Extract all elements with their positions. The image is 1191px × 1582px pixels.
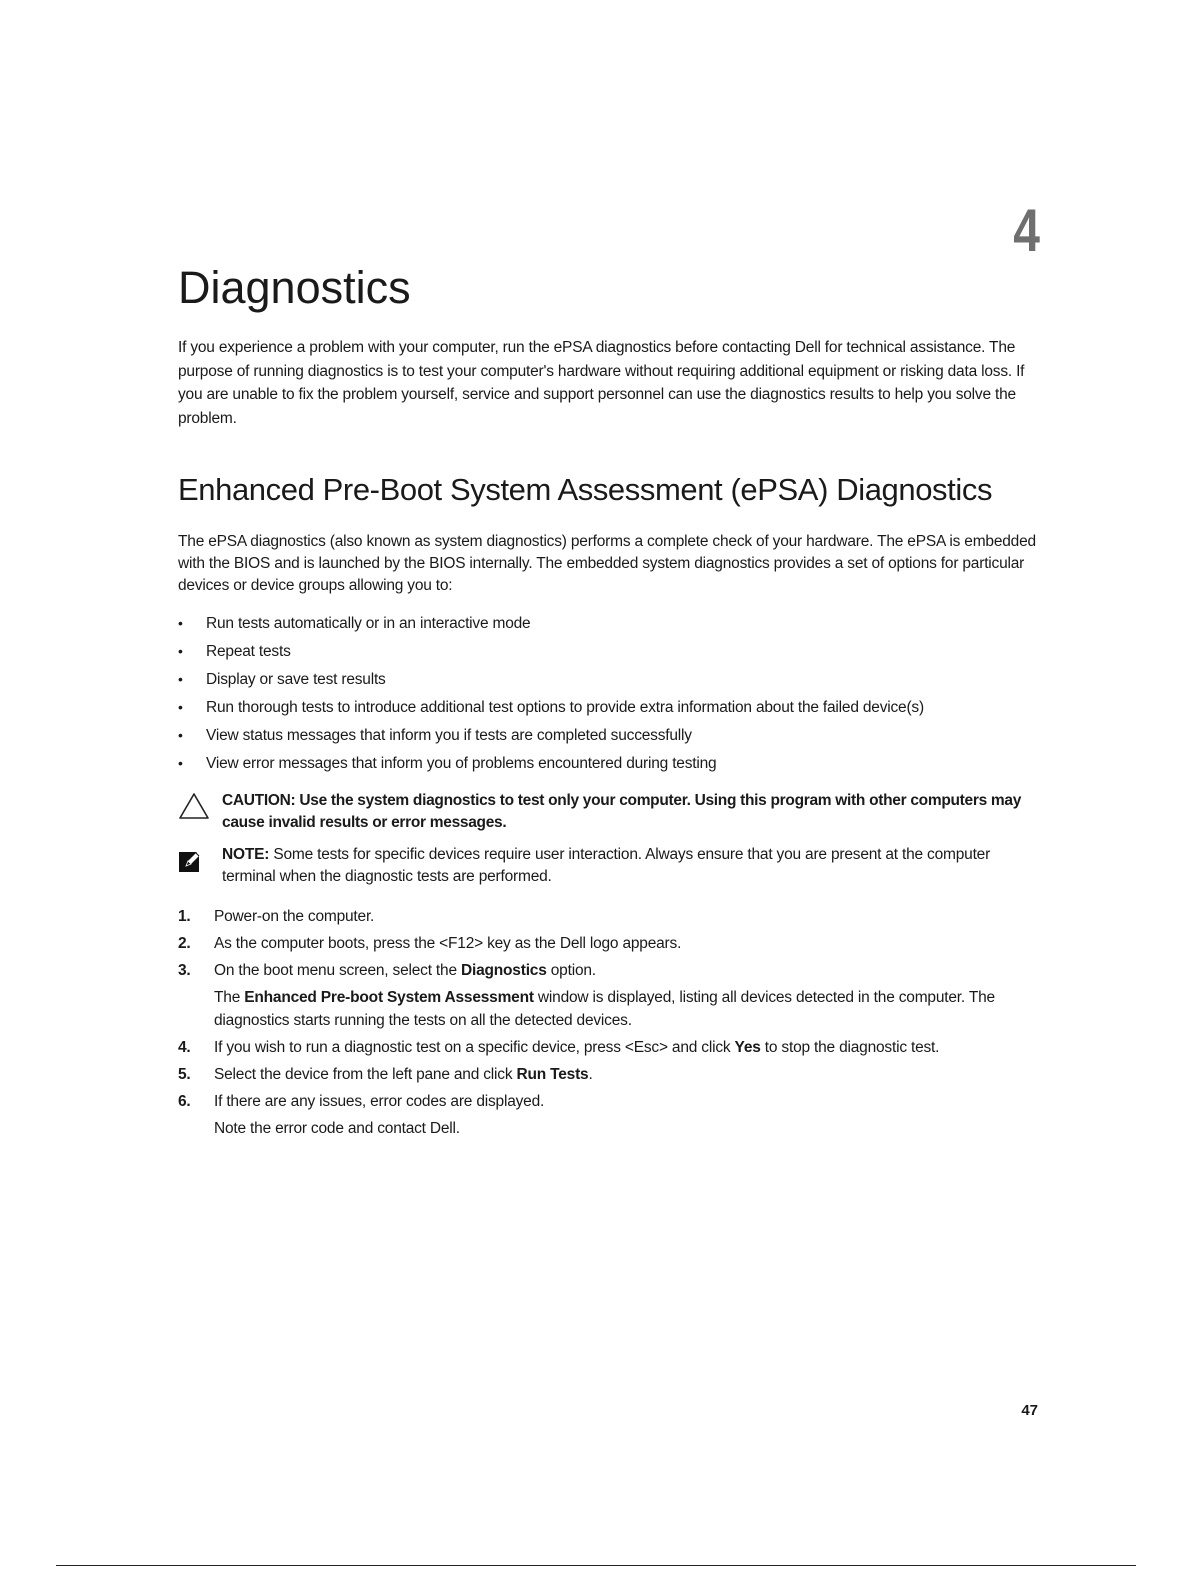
step-item: 3. On the boot menu screen, select the Diagnostics option. (178, 959, 1038, 982)
step-number: 3. (178, 962, 191, 979)
bullet-icon: • (178, 671, 183, 687)
step-item: 5. Select the device from the left pane and click Run Tests. (178, 1063, 1038, 1086)
bullet-icon: • (178, 699, 183, 715)
step-detail: Note the error code and contact Dell. (214, 1120, 460, 1137)
note-label: NOTE: (222, 846, 270, 863)
page-number: 47 (1021, 1402, 1038, 1419)
chapter-title: Diagnostics (178, 262, 411, 313)
step-item: 6. If there are any issues, error codes are displayed. (178, 1090, 1038, 1113)
step-item: 4. If you wish to run a diagnostic test on a specific device, press <Esc> and click Yes to stop the diagnostic test. (178, 1036, 1038, 1059)
step-item: 1. Power-on the computer. (178, 905, 1038, 928)
section-intro: The ePSA diagnostics (also known as system diagnostics) performs a complete check of your hardware. The ePSA is embedded with the BIOS and is launched by the BIOS internally. The embedded system diagnostics provides a set of options for particular devices or device groups allowing you to: (178, 533, 1036, 594)
step-detail: The Enhanced Pre-boot System Assessment window is displayed, listing all devices detected in the computer. The diagnostics starts running the tests on all the detected devices. (214, 989, 995, 1029)
procedure-steps (178, 905, 1038, 1140)
list-item: • Run tests automatically or in an interactive mode (178, 612, 1038, 640)
list-item: • Repeat tests (178, 640, 1038, 668)
note-text: NOTE: Some tests for specific devices require user interaction. Always ensure that you are present at the computer terminal when the diagnostic tests are performed. (222, 846, 991, 885)
ui-term: Diagnostics (460, 962, 547, 979)
step-number: 1. (178, 908, 191, 925)
bullet-icon: • (178, 755, 183, 771)
bullet-icon: • (178, 727, 183, 743)
list-item: • Run thorough tests to introduce additional test options to provide extra information about the failed device(s) (178, 696, 1038, 724)
step-number: 2. (178, 935, 191, 952)
ui-term: Enhanced Pre-boot System Assessment (244, 989, 534, 1006)
ui-term: Yes (734, 1039, 761, 1056)
ui-term: Run Tests (516, 1066, 589, 1083)
bullet-icon: • (178, 615, 183, 631)
chapter-number: 4 (1013, 197, 1040, 264)
section-title: Enhanced Pre-Boot System Assessment (ePSA) Diagnostics (178, 472, 993, 507)
step-number: 5. (178, 1066, 191, 1083)
step-number: 4. (178, 1039, 191, 1056)
list-item: • View error messages that inform you of problems encountered during testing (178, 752, 1038, 780)
bullet-icon: • (178, 643, 183, 659)
chapter-intro: If you experience a problem with your computer, run the ePSA diagnostics before contacting Dell for technical assistance. The purpose of running diagnostics is to test your computer's hardware without requiring additional equipment or risking data loss. If you are unable to fix the problem yourself, service and support personnel can use the diagnostics results to help you solve the problem. (178, 339, 1025, 427)
list-item: • View status messages that inform you if tests are completed successfully (178, 724, 1038, 752)
step-item: 2. As the computer boots, press the <F12> key as the Dell logo appears. (178, 932, 1038, 955)
caution-text: CAUTION: Use the system diagnostics to test only your computer. Using this program with other computers may cause invalid results or error messages. (222, 792, 1022, 831)
step-number: 6. (178, 1093, 191, 1110)
list-item: • Display or save test results (178, 668, 1038, 696)
footer-rule (56, 1565, 1136, 1566)
feature-list (178, 612, 1038, 780)
pencil-note-icon (178, 848, 204, 874)
warning-triangle-icon (178, 792, 210, 820)
